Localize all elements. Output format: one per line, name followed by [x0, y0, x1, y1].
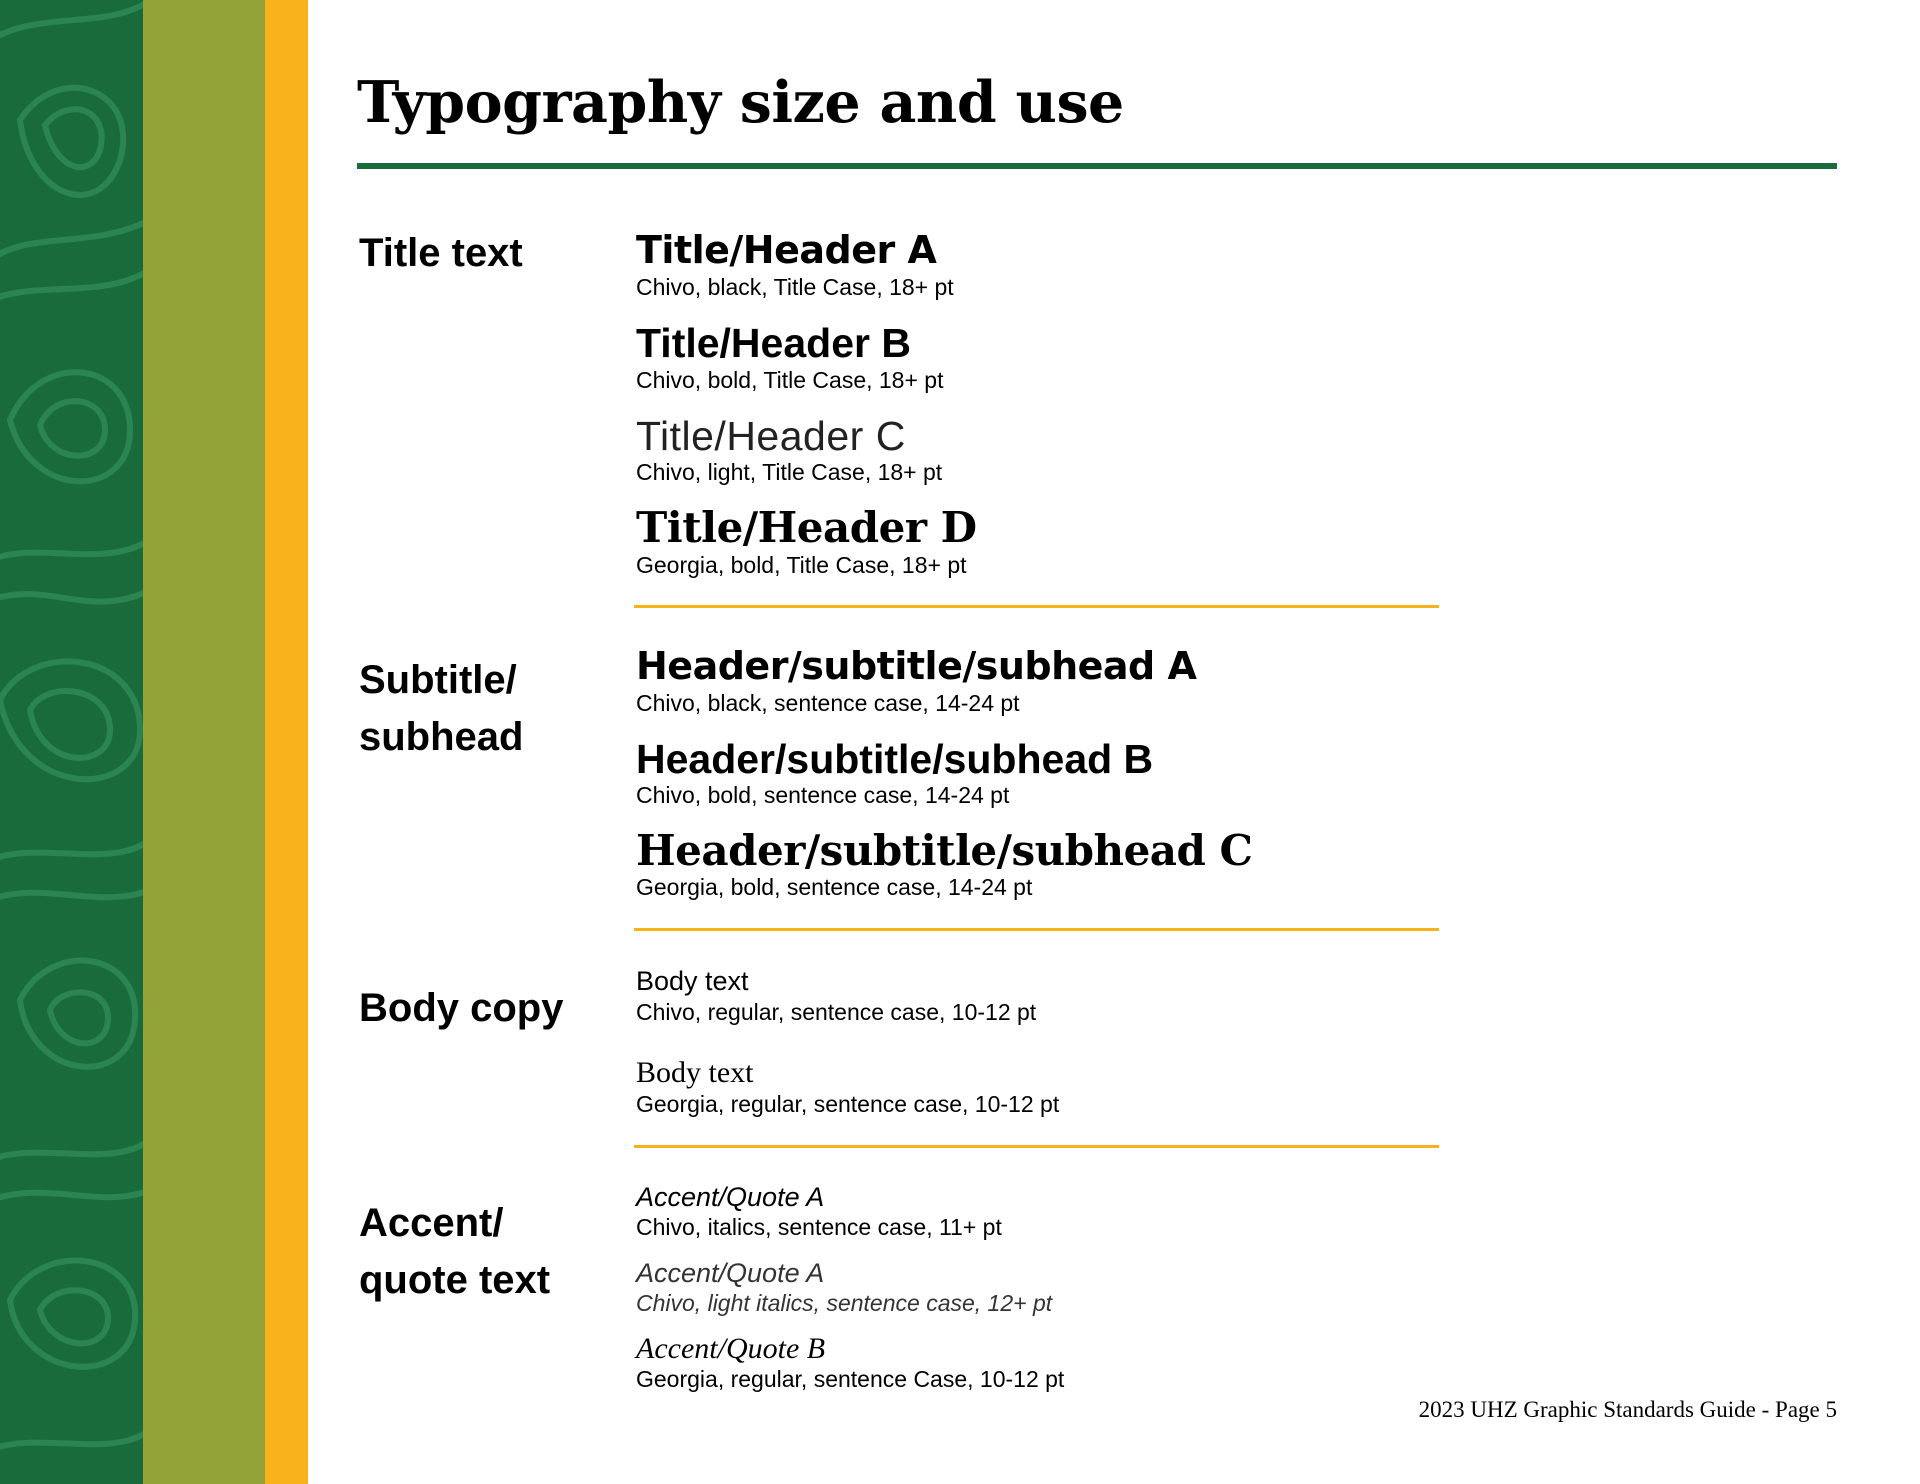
spec-accent-quote-a-light: Chivo, light italics, sentence case, 12+ pt	[636, 1290, 1053, 1316]
olive-band	[143, 0, 265, 1484]
sample-title-header-c: Title/Header C	[636, 413, 906, 459]
gold-band	[265, 0, 308, 1484]
sample-title-header-a: Title/Header A	[636, 228, 937, 272]
contour-pattern-graphic	[0, 0, 143, 1484]
category-body-copy: Body copy	[359, 986, 564, 1030]
spec-title-header-d: Georgia, bold, Title Case, 18+ pt	[636, 552, 967, 578]
spec-accent-quote-a: Chivo, italics, sentence case, 11+ pt	[636, 1214, 1002, 1240]
spec-accent-quote-b: Georgia, regular, sentence Case, 10-12 pt	[636, 1366, 1065, 1392]
page-footer: 2023 UHZ Graphic Standards Guide - Page 5	[1418, 1397, 1837, 1422]
sample-accent-quote-a-light: Accent/Quote A	[636, 1258, 825, 1288]
spec-title-header-a: Chivo, black, Title Case, 18+ pt	[636, 274, 954, 300]
title-divider	[357, 163, 1837, 169]
sample-subhead-c: Header/subtitle/subhead C	[636, 826, 1253, 875]
sample-body-text-chivo: Body text	[636, 966, 749, 996]
green-pattern-band	[0, 0, 143, 1484]
sample-body-text-georgia: Body text	[636, 1056, 754, 1089]
sample-title-header-b: Title/Header B	[636, 320, 911, 366]
spec-title-header-c: Chivo, light, Title Case, 18+ pt	[636, 459, 943, 485]
spec-body-text-chivo: Chivo, regular, sentence case, 10-12 pt	[636, 999, 1037, 1025]
page-title: Typography size and use	[357, 69, 1124, 136]
section-divider	[634, 928, 1439, 931]
sample-subhead-a: Header/subtitle/subhead A	[636, 644, 1197, 688]
spec-body-text-georgia: Georgia, regular, sentence case, 10-12 pt	[636, 1091, 1060, 1117]
category-subtitle-subhead: Subtitle/ subhead	[359, 658, 524, 759]
section-divider	[634, 1145, 1439, 1148]
section-divider	[634, 605, 1439, 608]
spec-title-header-b: Chivo, bold, Title Case, 18+ pt	[636, 367, 944, 393]
sample-accent-quote-b: Accent/Quote B	[636, 1332, 826, 1365]
sample-accent-quote-a: Accent/Quote A	[636, 1182, 825, 1212]
category-accent-quote: Accent/ quote text	[359, 1201, 551, 1302]
category-title-text: Title text	[359, 231, 523, 275]
sample-title-header-d: Title/Header D	[636, 503, 977, 552]
sample-subhead-b: Header/subtitle/subhead B	[636, 736, 1154, 782]
spec-subhead-a: Chivo, black, sentence case, 14-24 pt	[636, 690, 1020, 716]
spec-subhead-c: Georgia, bold, sentence case, 14-24 pt	[636, 874, 1033, 900]
spec-subhead-b: Chivo, bold, sentence case, 14-24 pt	[636, 782, 1010, 808]
